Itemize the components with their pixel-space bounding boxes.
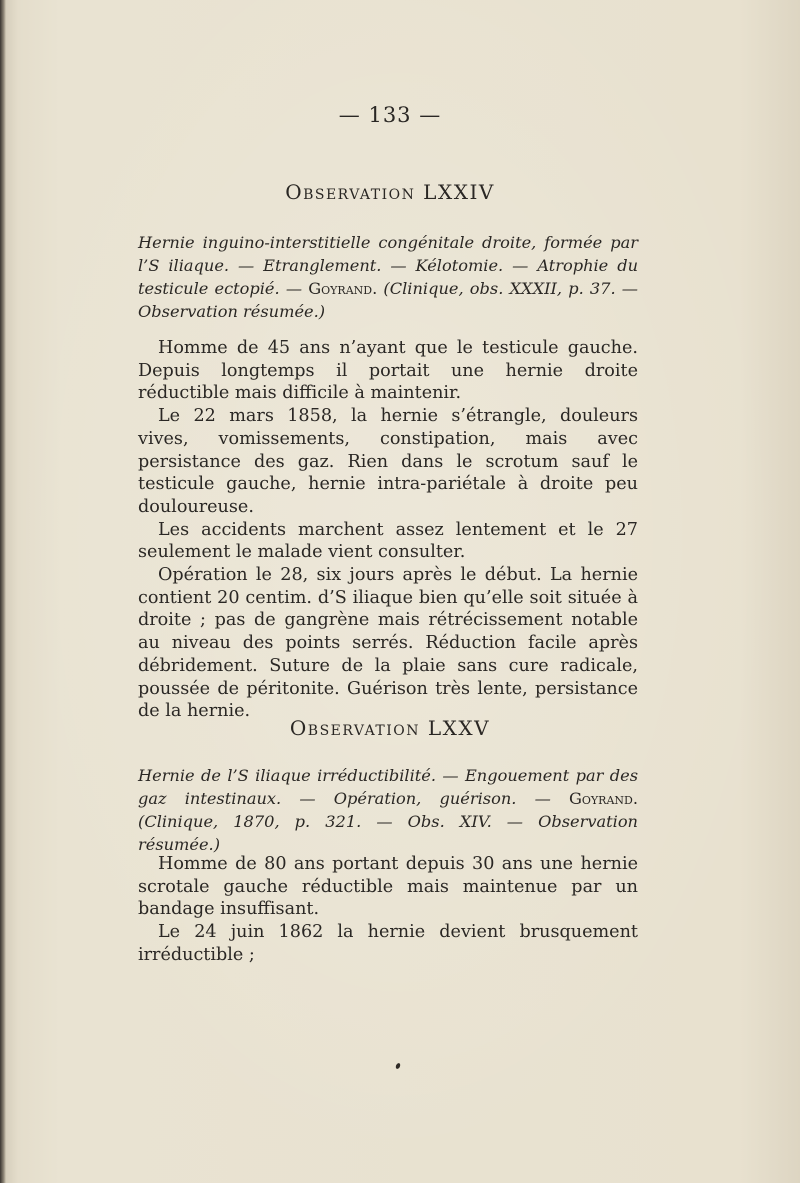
paragraph: Le 22 mars 1858, la hernie s’étrangle, douleurs vives, vomissements, constipation, mais avec persistance des gaz. Rien dans le scrotum sauf le testicule gauche, hernie intra-pariétale à droite peu douloureuse. [138,406,638,517]
observation-heading: Observation LXXIV [285,180,495,204]
author-name: Goyrand. [568,789,638,808]
citation-text: (Clinique, obs. XXXII, p. 37. — Observation résumée.) [138,279,638,321]
paragraph: Homme de 45 ans n’ayant que le testicule gauche. Depuis longtemps il portait une hernie droite réductible mais difficile à maintenir. [138,338,638,404]
page-number: — 133 — [338,103,442,127]
author-name: Goyrand. [308,279,378,298]
summary-text: Hernie inguino-interstitielle congénitale droite, formée par l’S iliaque. — Etranglement. — Kélotomie. — Atrophie du testicule ectopié. — [138,233,638,298]
observation-summary [138,764,638,856]
paragraph: Homme de 80 ans portant depuis 30 ans une hernie scrotale gauche réductible mais maintenue par un bandage insuffisant. [138,854,638,920]
observation-heading: Observation LXXV [289,716,491,740]
paragraph: Le 24 juin 1862 la hernie devient brusquement irréductible ; [138,922,638,965]
paragraph: Opération le 28, six jours après le début. La hernie contient 20 centim. d’S iliaque bien qu’elle soit située à droite ; pas de gangrène mais rétrécissement notable au niveau des points serrés. Réduction facile après débridement. Suture de la plaie sans cure radicale, poussée de péritonite. Guérison très lente, persistance de la hernie. [138,565,638,722]
observation-body [138,853,638,967]
ink-speck [395,1062,401,1069]
observation-body [138,337,638,723]
summary-text: Hernie de l’S iliaque irréductibilité. — Engouement par des gaz intestinaux. — Opération, guérison. — [138,766,638,808]
observation-summary [138,231,638,323]
citation-text: (Clinique, 1870, p. 321. — Obs. XIV. — Observation résumée.) [138,812,638,854]
paragraph: Les accidents marchent assez lentement et le 27 seulement le malade vient consulter. [138,519,638,563]
binding-edge [0,0,6,1183]
